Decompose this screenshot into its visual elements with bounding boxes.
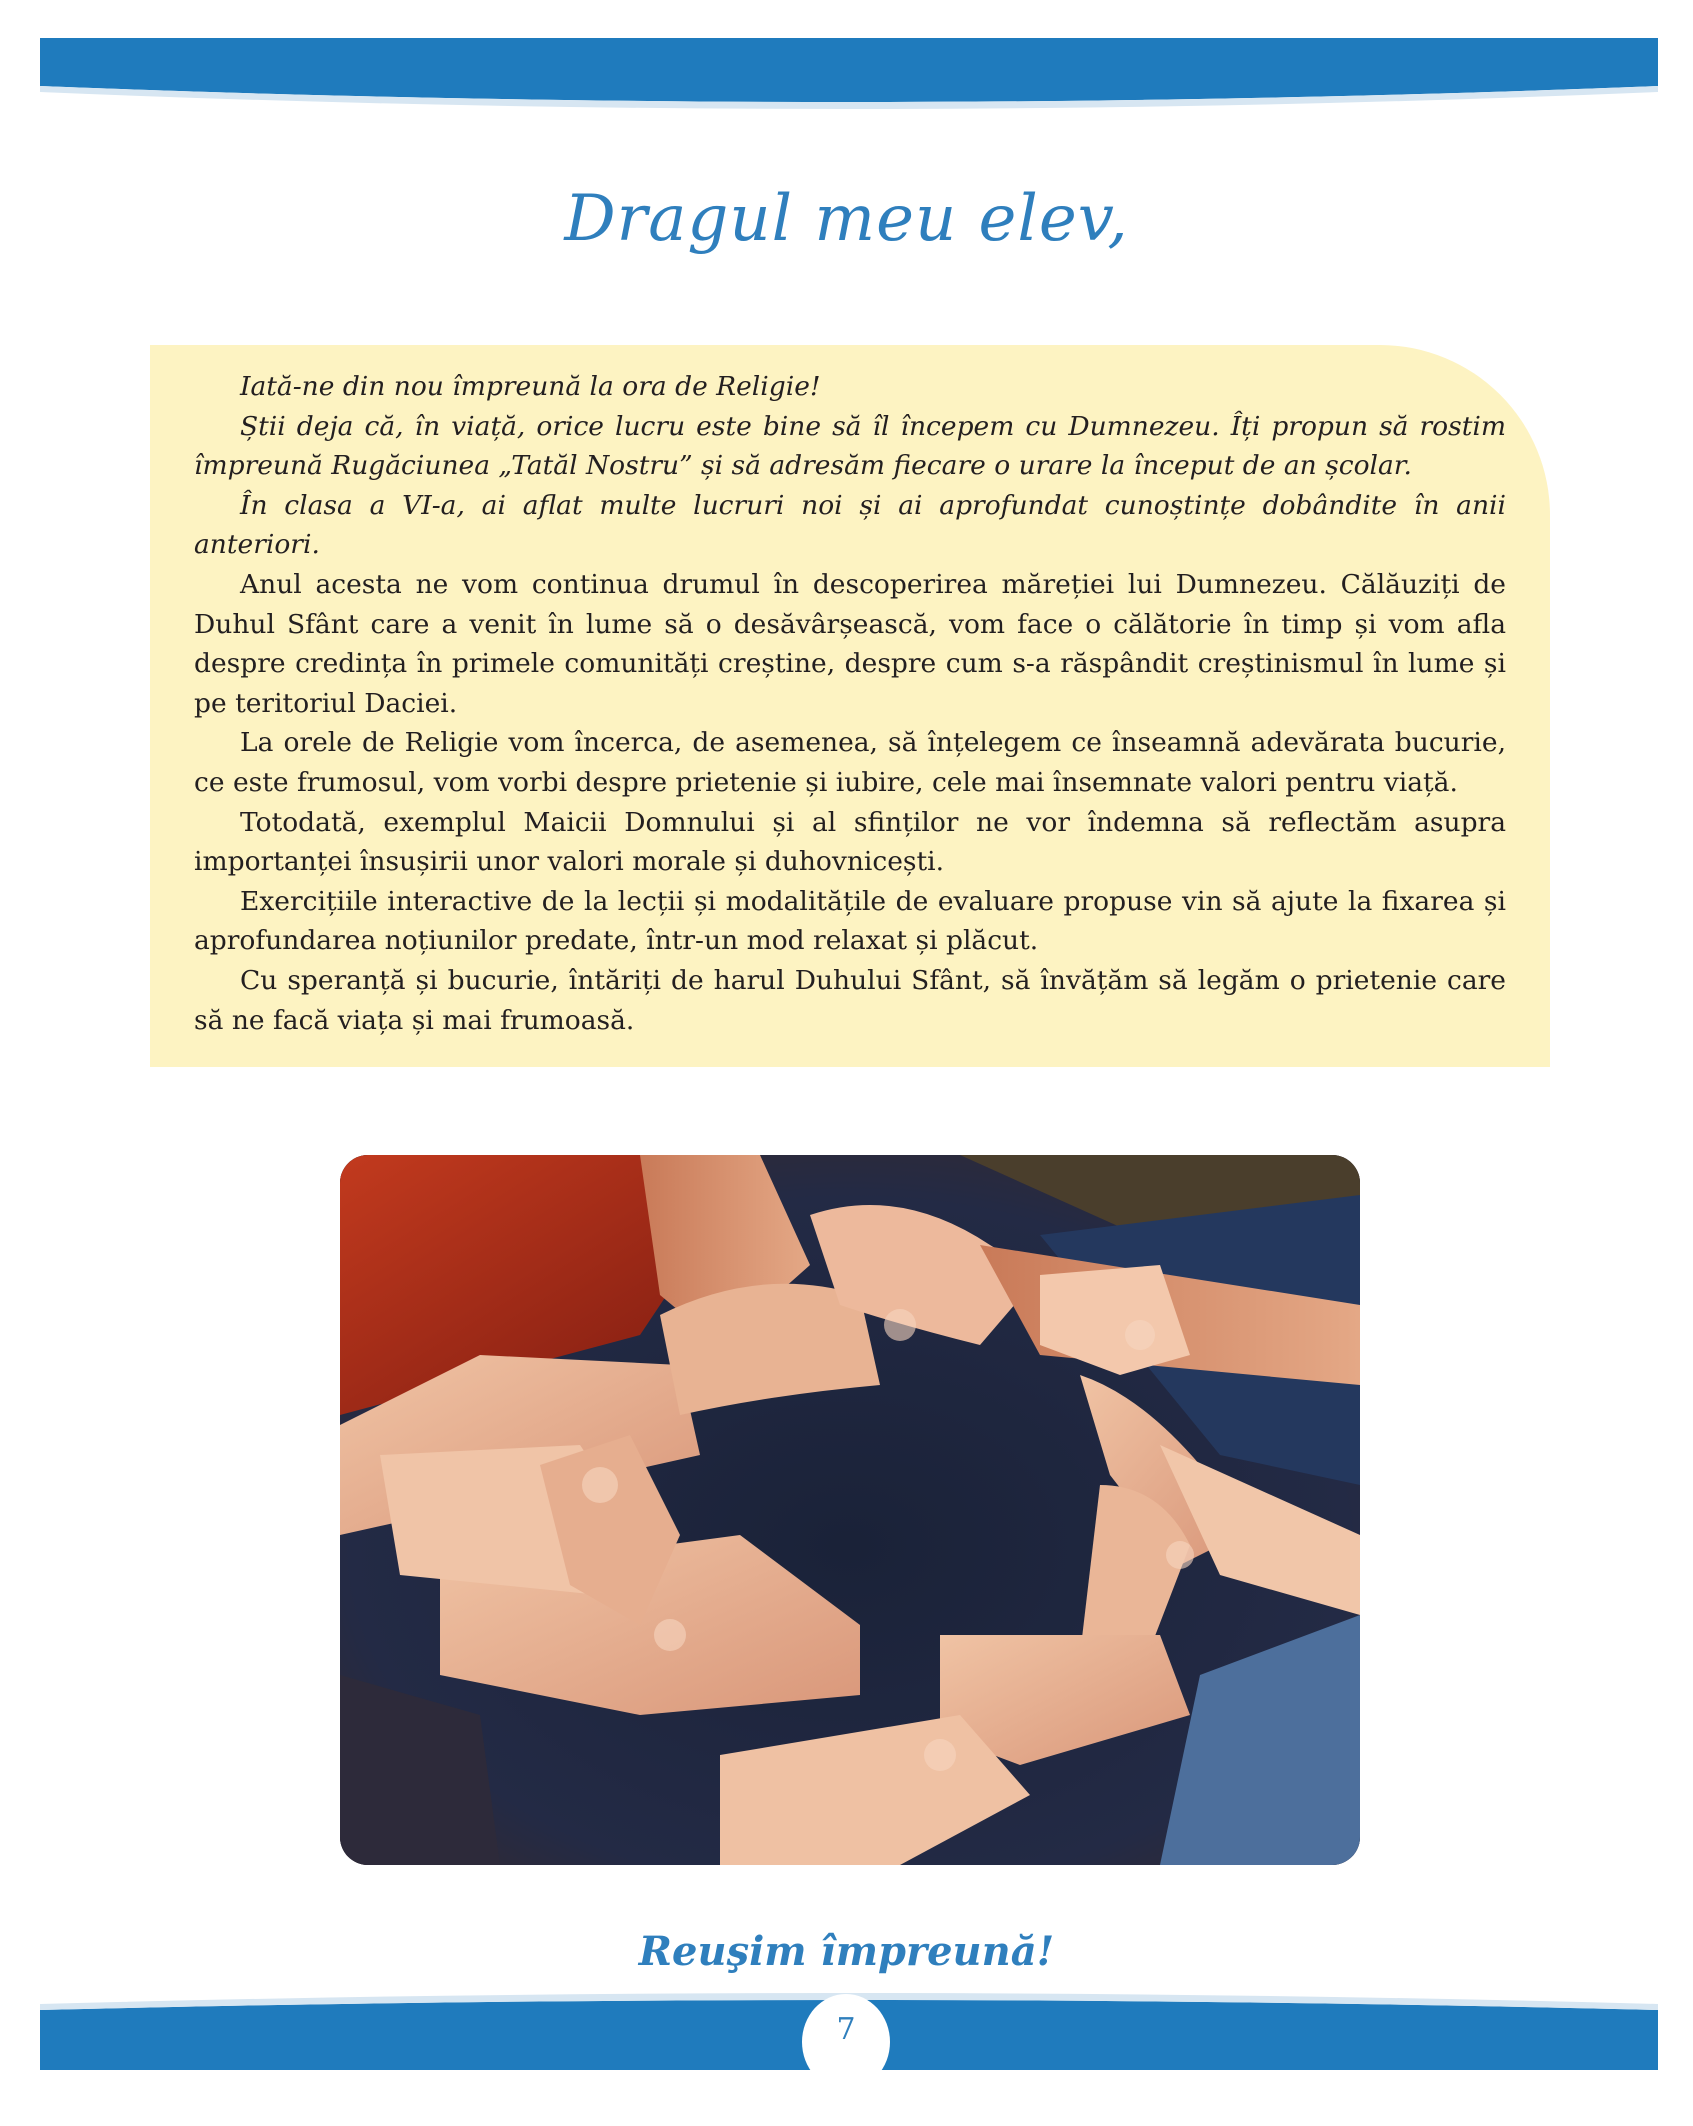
intro-text-box bbox=[150, 345, 1550, 1067]
paragraph-1: Iată-ne din nou împreună la ora de Religie! bbox=[240, 371, 821, 402]
page-number: 7 bbox=[836, 2012, 856, 2047]
paragraph-7: Exercițiile interactive de la lecții și modalitățile de evaluare propuse vin să ajute la fixarea și aprofundarea noțiunilor predate, într-un mod relaxat și plăcut. bbox=[194, 885, 1506, 957]
top-banner bbox=[0, 0, 1693, 130]
paragraph-2: Știi deja că, în viață, orice lucru este bine să îl începem cu Dumnezeu. Îți propun să rostim împreună Rugăciunea „Tatăl Nostru” și să adresăm fiecare o urare la început de an școlar. bbox=[194, 410, 1506, 482]
linked-hands-photo bbox=[340, 1155, 1360, 1865]
paragraph-5: La orele de Religie vom încerca, de asemenea, să înțelegem ce înseamnă adevărata bucurie, ce este frumosul, vom vorbi despre prietenie și iubire, cele mai însemnate valori pentru viață. bbox=[194, 727, 1506, 798]
paragraph-8: Cu speranță și bucurie, întăriți de harul Duhului Sfânt, să învățăm să legăm o prietenie care să ne facă viața și mai frumoasă. bbox=[194, 964, 1506, 1036]
paragraph-4: Anul acesta ne vom continua drumul în descoperirea măreției lui Dumnezeu. Călăuziți de Duhul Sfânt care a venit în lume să o desăvârșească, vom face o călătorie în timp și vom afla despre credința în primele comunități creștine, despre cum s-a răspândit creștinismul în lume și pe teritoriul Daciei. bbox=[194, 568, 1506, 719]
motto: Reuşim împreună! bbox=[638, 1928, 1055, 1975]
paragraph-6: Totodată, exemplul Maicii Domnului și al sfinților ne vor îndemna să reflectăm asupra importanței însușirii unor valori morale și duhovnicești. bbox=[194, 806, 1506, 878]
paragraph-3: În clasa a VI-a, ai aflat multe lucruri noi și ai aprofundat cunoștințe dobândite în anii anteriori. bbox=[194, 489, 1506, 561]
page-title: Dragul meu elev, bbox=[564, 182, 1129, 256]
